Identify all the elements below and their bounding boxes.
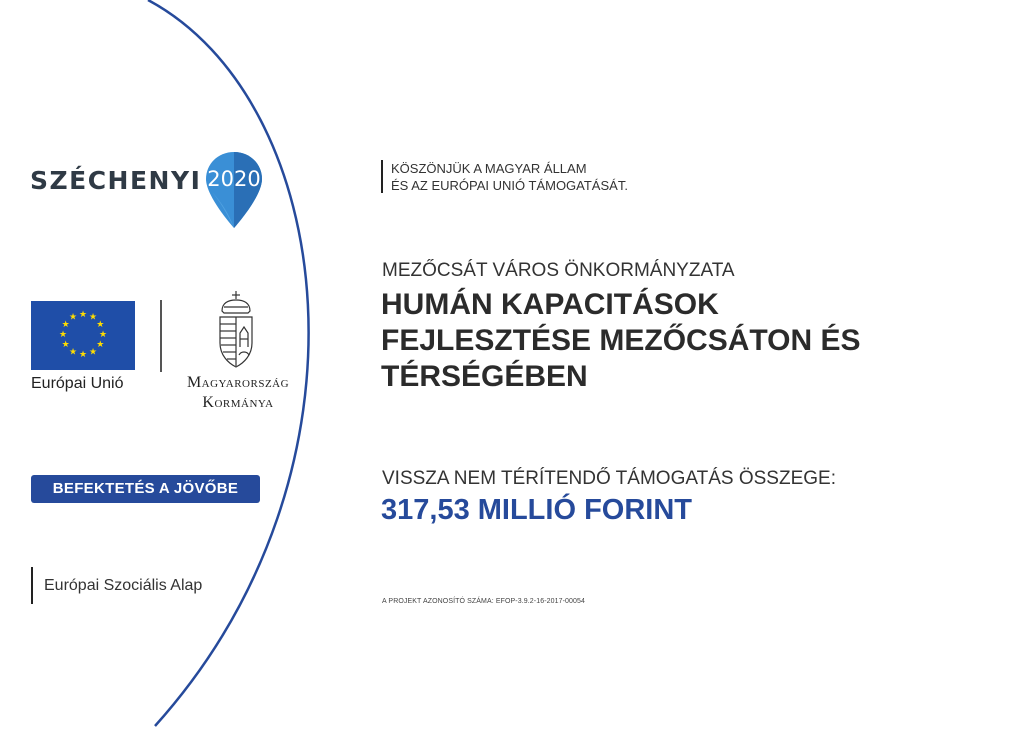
svg-text:★: ★ [68, 347, 78, 358]
project-title [381, 287, 981, 395]
eu-label: Európai Unió [31, 375, 124, 392]
svg-text:★: ★ [88, 312, 98, 323]
project-title-line3: TÉRSÉGÉBEN [381, 360, 588, 393]
grant-label: VISSZA NEM TÉRÍTENDŐ TÁMOGATÁS ÖSSZEGE: [382, 468, 836, 489]
szechenyi-2020-logo [30, 150, 270, 230]
svg-text:★: ★ [78, 350, 88, 360]
svg-text:★: ★ [68, 312, 78, 323]
svg-text:★: ★ [58, 330, 68, 340]
project-id: A PROJEKT AZONOSÍTÓ SZÁMA: EFOP-3.9.2-16-2017-00054 [382, 598, 585, 605]
beneficiary: MEZŐCSÁT VÁROS ÖNKORMÁNYZATA [382, 260, 735, 281]
eu-flag-icon [31, 301, 135, 370]
grant-amount: 317,53 MILLIÓ FORINT [381, 494, 692, 526]
gov-label-line2: Kormánya [202, 394, 274, 411]
investment-badge: BEFEKTETÉS A JÖVŐBE [31, 475, 260, 503]
fund-accent-bar [31, 567, 33, 604]
svg-text:★: ★ [61, 340, 70, 350]
logo-divider [160, 300, 162, 372]
svg-text:★: ★ [88, 347, 98, 358]
project-title-line2: FEJLESZTÉSE MEZŐCSÁTON ÉS [381, 324, 861, 357]
project-title-line1: HUMÁN KAPACITÁSOK [381, 288, 719, 321]
thanks-text [391, 160, 628, 194]
svg-text:★: ★ [96, 340, 105, 350]
thanks-line2: ÉS AZ EURÓPAI UNIÓ TÁMOGATÁSÁT. [391, 178, 628, 193]
fund-label: Európai Szociális Alap [44, 577, 203, 594]
thanks-accent-bar [381, 160, 383, 193]
coat-of-arms-icon [214, 291, 258, 369]
svg-text:★: ★ [96, 320, 105, 330]
gov-label-line1: Magyarország [186, 374, 290, 391]
svg-text:★: ★ [98, 330, 108, 340]
szechenyi-wordmark: SZÉCHENYI [30, 166, 202, 195]
svg-text:★: ★ [61, 320, 70, 330]
svg-text:★: ★ [78, 310, 88, 320]
szechenyi-year: 2020 [207, 167, 261, 191]
thanks-line1: KÖSZÖNJÜK A MAGYAR ÁLLAM [391, 161, 587, 176]
gov-label [168, 373, 308, 413]
